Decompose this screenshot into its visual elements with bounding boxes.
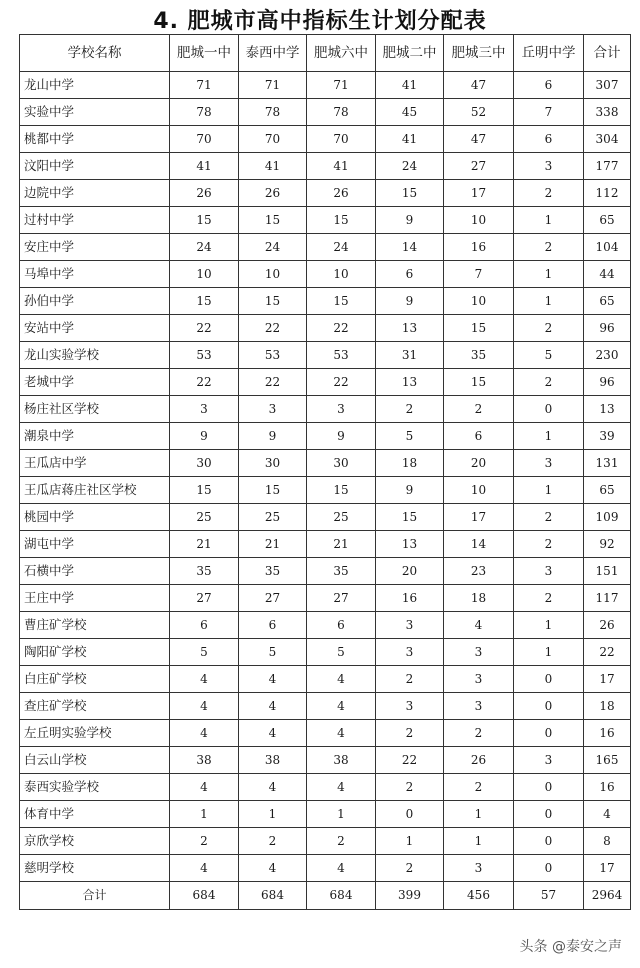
value-cell: 2	[514, 234, 584, 261]
value-cell: 3	[376, 693, 444, 720]
value-cell: 41	[239, 153, 307, 180]
table-row	[20, 612, 631, 639]
value-cell: 0	[514, 855, 584, 882]
value-cell: 10	[444, 207, 514, 234]
school-name-cell: 白庄矿学校	[20, 666, 170, 693]
value-cell: 3	[444, 855, 514, 882]
value-cell: 5	[514, 342, 584, 369]
value-cell: 26	[307, 180, 376, 207]
value-cell: 4	[239, 666, 307, 693]
value-cell: 2	[444, 774, 514, 801]
value-cell: 2	[376, 396, 444, 423]
school-name-cell: 老城中学	[20, 369, 170, 396]
value-cell: 1	[170, 801, 239, 828]
value-cell: 26	[584, 612, 631, 639]
value-cell: 41	[376, 126, 444, 153]
school-name-cell: 龙山中学	[20, 72, 170, 99]
value-cell: 20	[376, 558, 444, 585]
table-row	[20, 288, 631, 315]
value-cell: 38	[307, 747, 376, 774]
value-cell: 1	[307, 801, 376, 828]
value-cell: 27	[239, 585, 307, 612]
value-cell: 112	[584, 180, 631, 207]
school-name-cell: 王庄中学	[20, 585, 170, 612]
value-cell: 8	[584, 828, 631, 855]
value-cell: 16	[584, 720, 631, 747]
school-name-cell: 汶阳中学	[20, 153, 170, 180]
table-row	[20, 72, 631, 99]
value-cell: 304	[584, 126, 631, 153]
value-cell: 20	[444, 450, 514, 477]
value-cell: 26	[170, 180, 239, 207]
value-cell: 6	[514, 72, 584, 99]
value-cell: 2	[170, 828, 239, 855]
value-cell: 4	[307, 774, 376, 801]
table-row	[20, 477, 631, 504]
table-row	[20, 153, 631, 180]
total-value-cell: 684	[239, 882, 307, 910]
school-name-cell: 湖屯中学	[20, 531, 170, 558]
school-name-cell: 实验中学	[20, 99, 170, 126]
value-cell: 4	[170, 693, 239, 720]
table-row	[20, 342, 631, 369]
value-cell: 109	[584, 504, 631, 531]
value-cell: 15	[239, 207, 307, 234]
table-row	[20, 855, 631, 882]
total-row	[20, 882, 631, 910]
value-cell: 3	[514, 450, 584, 477]
value-cell: 52	[444, 99, 514, 126]
value-cell: 65	[584, 288, 631, 315]
value-cell: 24	[239, 234, 307, 261]
value-cell: 22	[170, 369, 239, 396]
value-cell: 3	[444, 666, 514, 693]
value-cell: 2	[514, 369, 584, 396]
value-cell: 7	[444, 261, 514, 288]
value-cell: 22	[307, 369, 376, 396]
value-cell: 25	[170, 504, 239, 531]
value-cell: 0	[514, 666, 584, 693]
value-cell: 70	[170, 126, 239, 153]
value-cell: 47	[444, 72, 514, 99]
value-cell: 53	[239, 342, 307, 369]
value-cell: 35	[444, 342, 514, 369]
total-label-cell: 合计	[20, 882, 170, 910]
value-cell: 71	[307, 72, 376, 99]
value-cell: 41	[170, 153, 239, 180]
school-name-cell: 安站中学	[20, 315, 170, 342]
school-name-cell: 边院中学	[20, 180, 170, 207]
value-cell: 0	[514, 801, 584, 828]
school-name-cell: 曹庄矿学校	[20, 612, 170, 639]
value-cell: 15	[239, 288, 307, 315]
value-cell: 27	[170, 585, 239, 612]
value-cell: 0	[514, 693, 584, 720]
value-cell: 23	[444, 558, 514, 585]
table-row	[20, 207, 631, 234]
value-cell: 4	[307, 855, 376, 882]
value-cell: 35	[239, 558, 307, 585]
value-cell: 1	[514, 261, 584, 288]
school-name-cell: 泰西实验学校	[20, 774, 170, 801]
school-name-cell: 过村中学	[20, 207, 170, 234]
value-cell: 4	[239, 720, 307, 747]
value-cell: 9	[376, 477, 444, 504]
value-cell: 71	[239, 72, 307, 99]
value-cell: 1	[514, 288, 584, 315]
table-row	[20, 639, 631, 666]
value-cell: 6	[307, 612, 376, 639]
value-cell: 5	[376, 423, 444, 450]
school-name-cell: 京欣学校	[20, 828, 170, 855]
value-cell: 3	[376, 612, 444, 639]
column-header: 肥城三中	[444, 35, 514, 72]
table-row	[20, 99, 631, 126]
value-cell: 70	[239, 126, 307, 153]
value-cell: 4	[307, 720, 376, 747]
table-row	[20, 801, 631, 828]
value-cell: 230	[584, 342, 631, 369]
value-cell: 9	[170, 423, 239, 450]
value-cell: 9	[307, 423, 376, 450]
value-cell: 22	[170, 315, 239, 342]
value-cell: 26	[239, 180, 307, 207]
value-cell: 2	[514, 180, 584, 207]
school-name-cell: 孙伯中学	[20, 288, 170, 315]
watermark: 头条 @泰安之声	[519, 939, 622, 955]
value-cell: 177	[584, 153, 631, 180]
value-cell: 1	[514, 423, 584, 450]
value-cell: 35	[307, 558, 376, 585]
table-row	[20, 828, 631, 855]
value-cell: 15	[170, 207, 239, 234]
value-cell: 4	[170, 855, 239, 882]
value-cell: 22	[584, 639, 631, 666]
value-cell: 104	[584, 234, 631, 261]
column-header: 肥城六中	[307, 35, 376, 72]
table-row	[20, 504, 631, 531]
value-cell: 3	[444, 693, 514, 720]
school-name-cell: 王瓜店蒋庄社区学校	[20, 477, 170, 504]
table-row	[20, 531, 631, 558]
value-cell: 3	[376, 639, 444, 666]
school-name-cell: 王瓜店中学	[20, 450, 170, 477]
value-cell: 6	[170, 612, 239, 639]
value-cell: 15	[376, 180, 444, 207]
table-row	[20, 558, 631, 585]
value-cell: 65	[584, 207, 631, 234]
value-cell: 131	[584, 450, 631, 477]
school-name-cell: 陶阳矿学校	[20, 639, 170, 666]
school-name-cell: 左丘明实验学校	[20, 720, 170, 747]
value-cell: 22	[239, 369, 307, 396]
value-cell: 47	[444, 126, 514, 153]
value-cell: 22	[376, 747, 444, 774]
value-cell: 2	[514, 504, 584, 531]
value-cell: 22	[239, 315, 307, 342]
table-row	[20, 450, 631, 477]
value-cell: 4	[584, 801, 631, 828]
value-cell: 2	[514, 585, 584, 612]
value-cell: 0	[514, 828, 584, 855]
value-cell: 14	[444, 531, 514, 558]
value-cell: 18	[584, 693, 631, 720]
value-cell: 92	[584, 531, 631, 558]
total-value-cell: 57	[514, 882, 584, 910]
value-cell: 4	[170, 720, 239, 747]
value-cell: 16	[376, 585, 444, 612]
value-cell: 0	[514, 396, 584, 423]
total-value-cell: 684	[170, 882, 239, 910]
table-row	[20, 261, 631, 288]
value-cell: 78	[239, 99, 307, 126]
value-cell: 27	[444, 153, 514, 180]
value-cell: 78	[170, 99, 239, 126]
value-cell: 7	[514, 99, 584, 126]
total-value-cell: 399	[376, 882, 444, 910]
total-value-cell: 456	[444, 882, 514, 910]
table-row	[20, 396, 631, 423]
school-name-cell: 体育中学	[20, 801, 170, 828]
value-cell: 17	[444, 504, 514, 531]
value-cell: 3	[514, 153, 584, 180]
value-cell: 16	[444, 234, 514, 261]
school-name-cell: 桃园中学	[20, 504, 170, 531]
value-cell: 4	[239, 693, 307, 720]
value-cell: 2	[307, 828, 376, 855]
value-cell: 6	[514, 126, 584, 153]
value-cell: 4	[170, 774, 239, 801]
value-cell: 1	[376, 828, 444, 855]
table-row	[20, 234, 631, 261]
value-cell: 10	[444, 477, 514, 504]
table-row	[20, 666, 631, 693]
value-cell: 24	[307, 234, 376, 261]
table-row	[20, 774, 631, 801]
value-cell: 10	[170, 261, 239, 288]
value-cell: 53	[170, 342, 239, 369]
value-cell: 9	[376, 207, 444, 234]
table-row	[20, 585, 631, 612]
value-cell: 10	[307, 261, 376, 288]
value-cell: 1	[514, 612, 584, 639]
value-cell: 25	[239, 504, 307, 531]
value-cell: 10	[444, 288, 514, 315]
value-cell: 14	[376, 234, 444, 261]
value-cell: 9	[376, 288, 444, 315]
value-cell: 17	[584, 666, 631, 693]
value-cell: 1	[444, 828, 514, 855]
value-cell: 70	[307, 126, 376, 153]
value-cell: 15	[307, 477, 376, 504]
value-cell: 38	[239, 747, 307, 774]
value-cell: 1	[514, 477, 584, 504]
value-cell: 18	[444, 585, 514, 612]
value-cell: 151	[584, 558, 631, 585]
value-cell: 5	[170, 639, 239, 666]
value-cell: 4	[444, 612, 514, 639]
value-cell: 2	[514, 531, 584, 558]
table-row	[20, 747, 631, 774]
value-cell: 5	[239, 639, 307, 666]
value-cell: 41	[376, 72, 444, 99]
value-cell: 2	[376, 855, 444, 882]
value-cell: 27	[307, 585, 376, 612]
value-cell: 21	[239, 531, 307, 558]
value-cell: 4	[239, 855, 307, 882]
value-cell: 15	[170, 288, 239, 315]
value-cell: 41	[307, 153, 376, 180]
table-row	[20, 315, 631, 342]
value-cell: 4	[307, 666, 376, 693]
table-row	[20, 369, 631, 396]
value-cell: 1	[514, 207, 584, 234]
value-cell: 15	[444, 369, 514, 396]
value-cell: 13	[376, 315, 444, 342]
value-cell: 16	[584, 774, 631, 801]
page-title: 4. 肥城市高中指标生计划分配表	[153, 9, 487, 34]
value-cell: 15	[307, 288, 376, 315]
table-row	[20, 720, 631, 747]
value-cell: 6	[444, 423, 514, 450]
table-row	[20, 693, 631, 720]
value-cell: 15	[376, 504, 444, 531]
table-row	[20, 126, 631, 153]
value-cell: 30	[170, 450, 239, 477]
value-cell: 18	[376, 450, 444, 477]
value-cell: 2	[239, 828, 307, 855]
value-cell: 15	[307, 207, 376, 234]
value-cell: 13	[584, 396, 631, 423]
column-header: 泰西中学	[239, 35, 307, 72]
value-cell: 117	[584, 585, 631, 612]
total-value-cell: 684	[307, 882, 376, 910]
value-cell: 2	[376, 666, 444, 693]
school-name-cell: 桃都中学	[20, 126, 170, 153]
value-cell: 15	[444, 315, 514, 342]
school-name-cell: 石横中学	[20, 558, 170, 585]
value-cell: 96	[584, 369, 631, 396]
table-row	[20, 423, 631, 450]
value-cell: 21	[307, 531, 376, 558]
school-name-cell: 白云山学校	[20, 747, 170, 774]
value-cell: 0	[514, 774, 584, 801]
value-cell: 2	[376, 720, 444, 747]
value-cell: 307	[584, 72, 631, 99]
value-cell: 30	[239, 450, 307, 477]
school-name-cell: 马埠中学	[20, 261, 170, 288]
value-cell: 25	[307, 504, 376, 531]
value-cell: 35	[170, 558, 239, 585]
value-cell: 3	[444, 639, 514, 666]
value-cell: 26	[444, 747, 514, 774]
school-name-cell: 慈明学校	[20, 855, 170, 882]
school-name-cell: 杨庄社区学校	[20, 396, 170, 423]
column-header: 学校名称	[20, 35, 170, 72]
column-header: 合计	[584, 35, 631, 72]
value-cell: 0	[514, 720, 584, 747]
table-row	[20, 180, 631, 207]
value-cell: 3	[170, 396, 239, 423]
value-cell: 4	[239, 774, 307, 801]
value-cell: 338	[584, 99, 631, 126]
value-cell: 9	[239, 423, 307, 450]
value-cell: 4	[170, 666, 239, 693]
value-cell: 30	[307, 450, 376, 477]
column-header: 丘明中学	[514, 35, 584, 72]
value-cell: 22	[307, 315, 376, 342]
value-cell: 2	[444, 720, 514, 747]
value-cell: 39	[584, 423, 631, 450]
value-cell: 31	[376, 342, 444, 369]
value-cell: 78	[307, 99, 376, 126]
value-cell: 3	[514, 747, 584, 774]
value-cell: 13	[376, 369, 444, 396]
value-cell: 1	[239, 801, 307, 828]
value-cell: 1	[444, 801, 514, 828]
value-cell: 0	[376, 801, 444, 828]
value-cell: 44	[584, 261, 631, 288]
value-cell: 38	[170, 747, 239, 774]
school-name-cell: 龙山实验学校	[20, 342, 170, 369]
value-cell: 3	[307, 396, 376, 423]
school-name-cell: 安庄中学	[20, 234, 170, 261]
value-cell: 2	[376, 774, 444, 801]
value-cell: 3	[514, 558, 584, 585]
value-cell: 6	[239, 612, 307, 639]
school-name-cell: 潮泉中学	[20, 423, 170, 450]
value-cell: 65	[584, 477, 631, 504]
table-header-row	[20, 35, 631, 72]
value-cell: 13	[376, 531, 444, 558]
value-cell: 96	[584, 315, 631, 342]
value-cell: 4	[307, 693, 376, 720]
value-cell: 2	[444, 396, 514, 423]
value-cell: 165	[584, 747, 631, 774]
value-cell: 15	[239, 477, 307, 504]
value-cell: 71	[170, 72, 239, 99]
school-name-cell: 查庄矿学校	[20, 693, 170, 720]
value-cell: 21	[170, 531, 239, 558]
value-cell: 45	[376, 99, 444, 126]
value-cell: 1	[514, 639, 584, 666]
value-cell: 2	[514, 315, 584, 342]
value-cell: 3	[239, 396, 307, 423]
allocation-table	[19, 34, 631, 910]
value-cell: 10	[239, 261, 307, 288]
value-cell: 6	[376, 261, 444, 288]
value-cell: 53	[307, 342, 376, 369]
column-header: 肥城一中	[170, 35, 239, 72]
total-value-cell: 2964	[584, 882, 631, 910]
value-cell: 24	[170, 234, 239, 261]
column-header: 肥城二中	[376, 35, 444, 72]
value-cell: 5	[307, 639, 376, 666]
value-cell: 24	[376, 153, 444, 180]
value-cell: 15	[170, 477, 239, 504]
value-cell: 17	[584, 855, 631, 882]
value-cell: 17	[444, 180, 514, 207]
